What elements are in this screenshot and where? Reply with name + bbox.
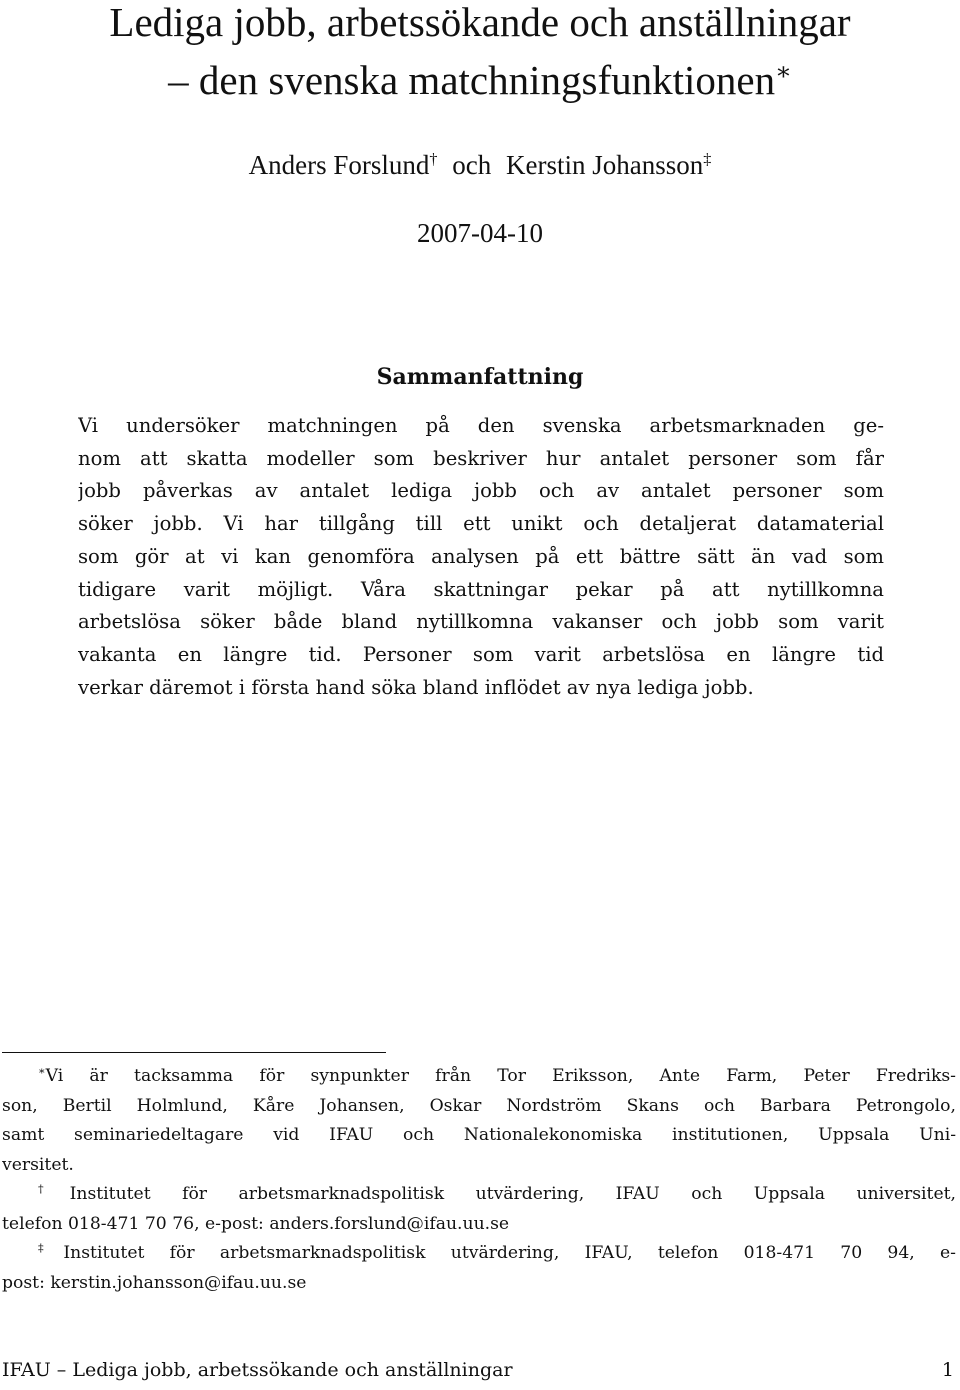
footnote-marker: ∗ (38, 1064, 46, 1078)
footnote-divider (2, 1052, 386, 1053)
footnote-line (2, 1239, 956, 1269)
footnote-line: samt seminariedeltagare vid IFAU och Nationalekonomiska institutionen, Uppsala Uni- (2, 1125, 956, 1145)
abstract-line: Vi undersöker matchningen på den svenska arbetsmarknaden ge- (78, 414, 884, 437)
abstract-line: jobb påverkas av antalet lediga jobb och av antalet personer som (78, 479, 884, 503)
footnote-line: post: kerstin.johansson@ifau.uu.se (2, 1272, 307, 1293)
author-1 (249, 150, 438, 180)
abstract-line: arbetslösa söker både bland nytillkomna vakanser och jobb som varit (78, 610, 884, 634)
footnote-text: Institutet för arbetsmarknadspolitisk utvärdering, IFAU och Uppsala universitet, (69, 1184, 956, 1204)
author-list (0, 148, 960, 182)
footnote-acknowledgements (2, 1062, 956, 1180)
publication-date: 2007-04-10 (417, 218, 543, 248)
abstract-line: tidigare varit möjligt. Våra skattningar pekar på att nytillkomna (78, 577, 884, 601)
title-line-2 (0, 51, 960, 109)
footnotes (2, 1062, 956, 1298)
footnote-text: Institutet för arbetsmarknadspolitisk utvärdering, IFAU, telefon 018-471 70 94, e- (63, 1243, 956, 1263)
page-number: 1 (941, 1359, 954, 1381)
footnote-line: versitet. (2, 1154, 74, 1175)
author-1-name: Anders Forslund (248, 150, 430, 180)
footnote-line (2, 1062, 956, 1092)
abstract-line: nom att skatta modeller som beskriver hur antalet personer som får (78, 446, 884, 470)
footnote-author-2 (2, 1239, 956, 1298)
title-line-2-text: – den svenska matchningsfunktionen (168, 57, 776, 103)
running-title: IFAU – Lediga jobb, arbetssökande och anställningar (2, 1359, 513, 1381)
author-2-marker: ‡ (703, 150, 712, 168)
abstract-line: vakanta en längre tid. Personer som varit arbetslösa en längre tid (78, 642, 884, 666)
abstract-line: verkar däremot i första hand söka bland inflödet av nya lediga jobb. (78, 675, 754, 699)
footnote-author-1 (2, 1180, 956, 1239)
abstract-line: som gör at vi kan genomföra analysen på ett bättre sätt än vad som (78, 544, 884, 568)
abstract-heading: Sammanfattning (376, 364, 584, 390)
title-line-1: Lediga jobb, arbetssökande och anställningar (109, 0, 851, 45)
title-footnote-marker: ∗ (775, 58, 792, 86)
author-1-marker: † (429, 150, 438, 168)
footnote-text: Vi är tacksamma för synpunkter från Tor Eriksson, Ante Farm, Peter Fredriks- (45, 1066, 956, 1086)
abstract-line: söker jobb. Vi har tillgång till ett unikt och detaljerat datamaterial (78, 512, 884, 536)
footnote-line: telefon 018-471 70 76, e-post: anders.forslund@ifau.uu.se (2, 1213, 510, 1234)
footnote-marker: † (38, 1182, 70, 1196)
abstract-body (78, 410, 884, 704)
author-joiner: och (452, 150, 492, 180)
author-2-name: Kerstin Johansson (505, 150, 704, 180)
paper-title (0, 0, 960, 109)
footnote-line: son, Bertil Holmlund, Kåre Johansen, Oskar Nordström Skans och Barbara Petrongolo, (2, 1095, 956, 1116)
page-footer (2, 1356, 954, 1384)
footnote-marker: ‡ (38, 1241, 64, 1255)
footnote-line (2, 1180, 956, 1210)
author-2 (506, 150, 711, 180)
